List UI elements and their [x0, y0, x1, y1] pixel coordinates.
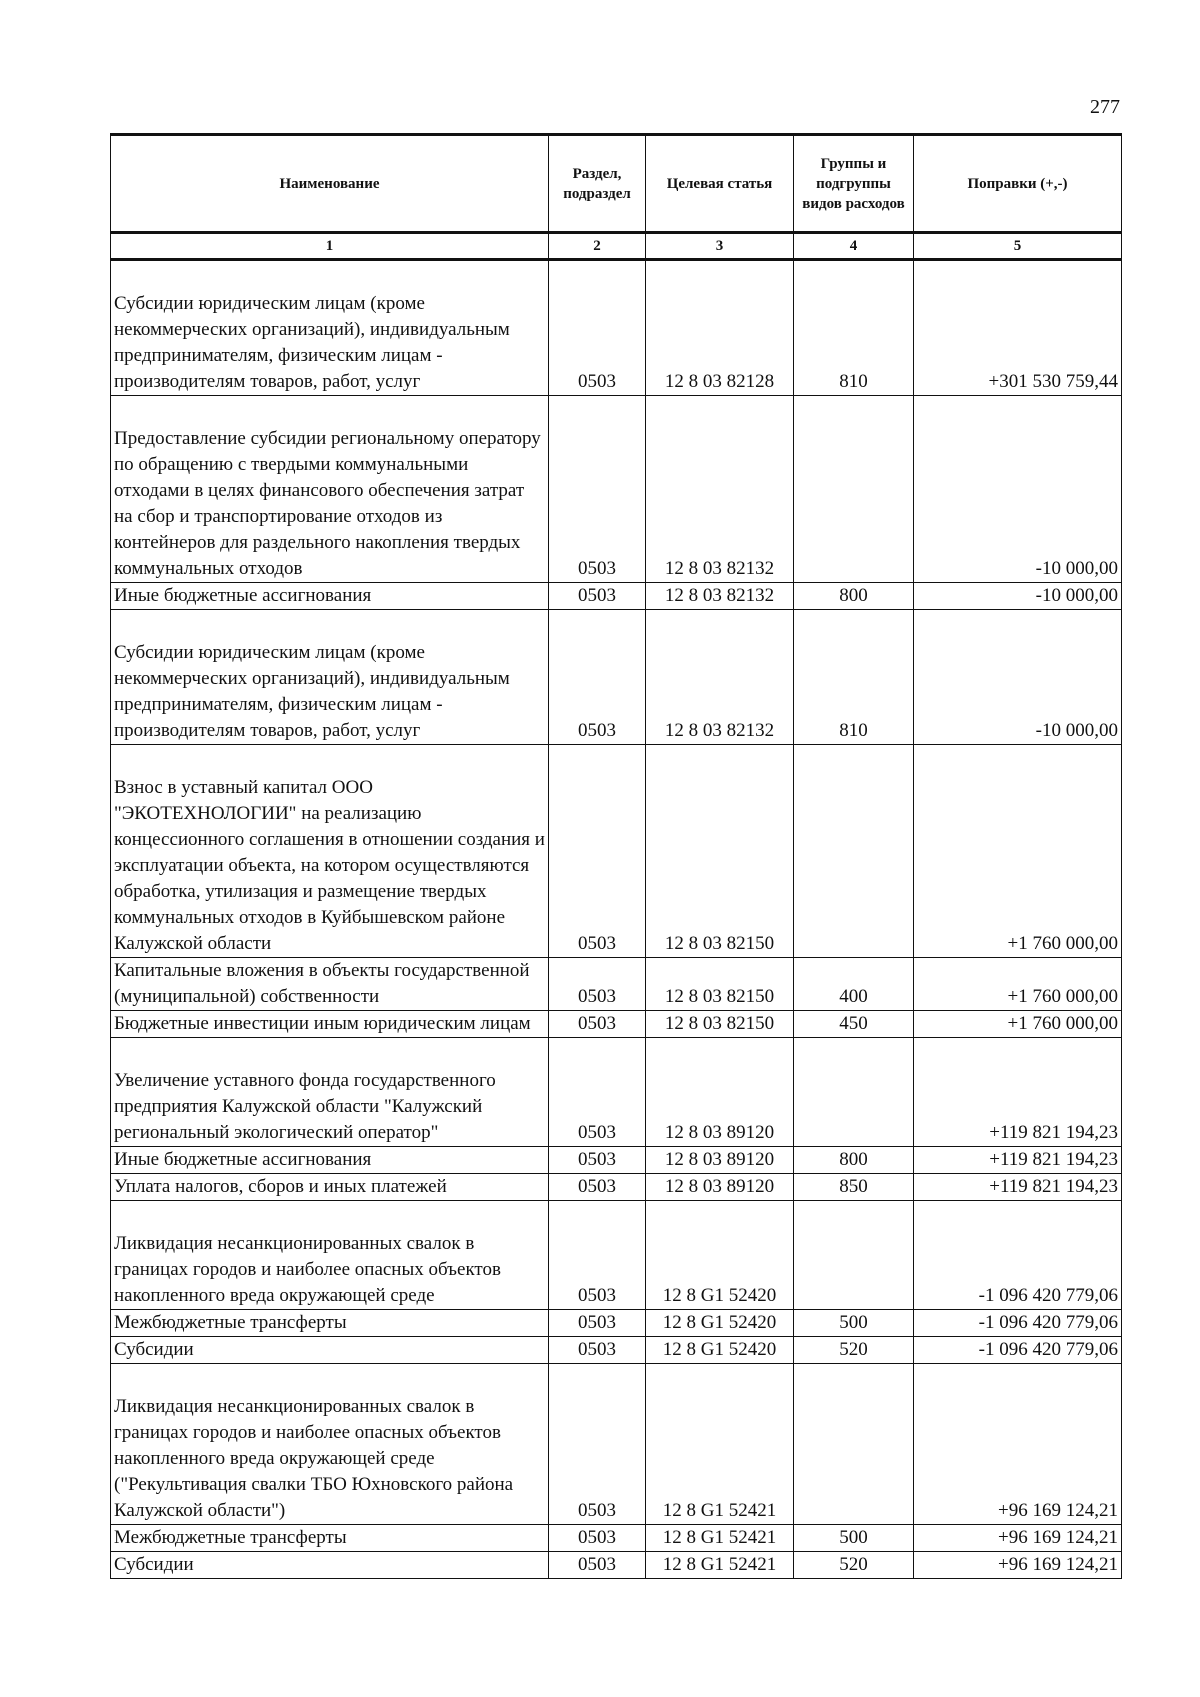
- row-group: 850: [794, 1174, 914, 1201]
- row-name: Капитальные вложения в объекты государственной (муниципальной) собственности: [111, 958, 549, 1011]
- header-section: Раздел, подраздел: [549, 135, 646, 233]
- row-article: 12 8 03 82150: [646, 745, 794, 958]
- row-section: 0503: [549, 1525, 646, 1552]
- row-group: 500: [794, 1525, 914, 1552]
- table-row: [111, 1147, 1122, 1174]
- table-row: [111, 1310, 1122, 1337]
- row-amount: +1 760 000,00: [914, 958, 1122, 1011]
- row-group: 810: [794, 260, 914, 396]
- header-amendment: Поправки (+,-): [914, 135, 1122, 233]
- column-number-row: [111, 233, 1122, 260]
- row-amount: +1 760 000,00: [914, 1011, 1122, 1038]
- budget-table: [110, 133, 1122, 1579]
- row-group: [794, 396, 914, 583]
- row-name: Иные бюджетные ассигнования: [111, 1147, 549, 1174]
- row-name: Субсидии юридическим лицам (кроме некоммерческих организаций), индивидуальным предпринимателям, физическим лицам - производителям товаров, работ, услуг: [111, 260, 549, 396]
- row-amount: +119 821 194,23: [914, 1174, 1122, 1201]
- row-article: 12 8 G1 52420: [646, 1310, 794, 1337]
- table-row: [111, 1337, 1122, 1364]
- row-group: 810: [794, 610, 914, 745]
- row-name: Взнос в уставный капитал ООО "ЭКОТЕХНОЛОГИИ" на реализацию концессионного соглашения в отношении создания и эксплуатации объекта, на котором осуществляются обработка, утилизация и размещение твердых коммунальных отходов в Куйбышевском районе Калужской области: [111, 745, 549, 958]
- row-article: 12 8 03 82150: [646, 1011, 794, 1038]
- column-number: 1: [111, 233, 549, 260]
- table-row: [111, 396, 1122, 583]
- row-group: 400: [794, 958, 914, 1011]
- row-section: 0503: [549, 260, 646, 396]
- table-row: [111, 1201, 1122, 1310]
- row-section: 0503: [549, 745, 646, 958]
- row-amount: +96 169 124,21: [914, 1364, 1122, 1525]
- page-number: 277: [1090, 96, 1120, 118]
- row-section: 0503: [549, 583, 646, 610]
- row-article: 12 8 03 82132: [646, 396, 794, 583]
- row-article: 12 8 03 89120: [646, 1174, 794, 1201]
- header-group: Группы и подгруппы видов расходов: [794, 135, 914, 233]
- row-article: 12 8 03 82132: [646, 610, 794, 745]
- table-row: [111, 1174, 1122, 1201]
- row-group: [794, 1038, 914, 1147]
- row-amount: -1 096 420 779,06: [914, 1201, 1122, 1310]
- row-article: 12 8 03 82128: [646, 260, 794, 396]
- column-number: 4: [794, 233, 914, 260]
- row-name: Ликвидация несанкционированных свалок в границах городов и наиболее опасных объектов накопленного вреда окружающей среде ("Рекультивация свалки ТБО Юхновского района Калужской области"): [111, 1364, 549, 1525]
- row-name: Уплата налогов, сборов и иных платежей: [111, 1174, 549, 1201]
- row-amount: +119 821 194,23: [914, 1147, 1122, 1174]
- row-article: 12 8 03 89120: [646, 1147, 794, 1174]
- row-group: [794, 1201, 914, 1310]
- column-number: 5: [914, 233, 1122, 260]
- row-name: Межбюджетные трансферты: [111, 1310, 549, 1337]
- table-row: [111, 958, 1122, 1011]
- row-name: Субсидии: [111, 1552, 549, 1579]
- row-amount: +301 530 759,44: [914, 260, 1122, 396]
- table-row: [111, 1011, 1122, 1038]
- row-amount: -10 000,00: [914, 610, 1122, 745]
- row-name: Увеличение уставного фонда государственного предприятия Калужской области "Калужский региональный экологический оператор": [111, 1038, 549, 1147]
- row-article: 12 8 03 89120: [646, 1038, 794, 1147]
- row-section: 0503: [549, 958, 646, 1011]
- row-section: 0503: [549, 1364, 646, 1525]
- row-article: 12 8 G1 52421: [646, 1552, 794, 1579]
- row-name: Предоставление субсидии региональному оператору по обращению с твердыми коммунальными отходами в целях финансового обеспечения затрат на сбор и транспортирование отходов из контейнеров для раздельного накопления твердых коммунальных отходов: [111, 396, 549, 583]
- row-group: 800: [794, 1147, 914, 1174]
- row-article: 12 8 G1 52420: [646, 1337, 794, 1364]
- row-section: 0503: [549, 1337, 646, 1364]
- table-row: [111, 260, 1122, 396]
- row-name: Межбюджетные трансферты: [111, 1525, 549, 1552]
- row-name: Иные бюджетные ассигнования: [111, 583, 549, 610]
- row-name: Бюджетные инвестиции иным юридическим лицам: [111, 1011, 549, 1038]
- row-section: 0503: [549, 1201, 646, 1310]
- row-amount: +119 821 194,23: [914, 1038, 1122, 1147]
- row-group: 520: [794, 1337, 914, 1364]
- row-section: 0503: [549, 610, 646, 745]
- table-row: [111, 1525, 1122, 1552]
- table-row: [111, 745, 1122, 958]
- row-group: 520: [794, 1552, 914, 1579]
- table-row: [111, 610, 1122, 745]
- row-name: Ликвидация несанкционированных свалок в границах городов и наиболее опасных объектов накопленного вреда окружающей среде: [111, 1201, 549, 1310]
- row-group: 450: [794, 1011, 914, 1038]
- row-section: 0503: [549, 1174, 646, 1201]
- row-section: 0503: [549, 396, 646, 583]
- row-amount: +1 760 000,00: [914, 745, 1122, 958]
- row-amount: +96 169 124,21: [914, 1525, 1122, 1552]
- row-article: 12 8 G1 52421: [646, 1364, 794, 1525]
- row-section: 0503: [549, 1038, 646, 1147]
- row-group: [794, 1364, 914, 1525]
- table-row: [111, 583, 1122, 610]
- table-row: [111, 1038, 1122, 1147]
- row-amount: -1 096 420 779,06: [914, 1310, 1122, 1337]
- row-article: 12 8 03 82132: [646, 583, 794, 610]
- row-name: Субсидии юридическим лицам (кроме некоммерческих организаций), индивидуальным предпринимателям, физическим лицам - производителям товаров, работ, услуг: [111, 610, 549, 745]
- row-amount: -10 000,00: [914, 396, 1122, 583]
- row-article: 12 8 G1 52420: [646, 1201, 794, 1310]
- row-section: 0503: [549, 1147, 646, 1174]
- row-amount: -10 000,00: [914, 583, 1122, 610]
- row-amount: -1 096 420 779,06: [914, 1337, 1122, 1364]
- row-section: 0503: [549, 1310, 646, 1337]
- row-group: 500: [794, 1310, 914, 1337]
- row-section: 0503: [549, 1011, 646, 1038]
- row-article: 12 8 G1 52421: [646, 1525, 794, 1552]
- column-number: 2: [549, 233, 646, 260]
- row-group: [794, 745, 914, 958]
- table-row: [111, 1364, 1122, 1525]
- row-section: 0503: [549, 1552, 646, 1579]
- row-name: Субсидии: [111, 1337, 549, 1364]
- row-article: 12 8 03 82150: [646, 958, 794, 1011]
- header-article: Целевая статья: [646, 135, 794, 233]
- column-number: 3: [646, 233, 794, 260]
- header-name: Наименование: [111, 135, 549, 233]
- row-group: 800: [794, 583, 914, 610]
- table-row: [111, 1552, 1122, 1579]
- row-amount: +96 169 124,21: [914, 1552, 1122, 1579]
- table-header-row: [111, 135, 1122, 233]
